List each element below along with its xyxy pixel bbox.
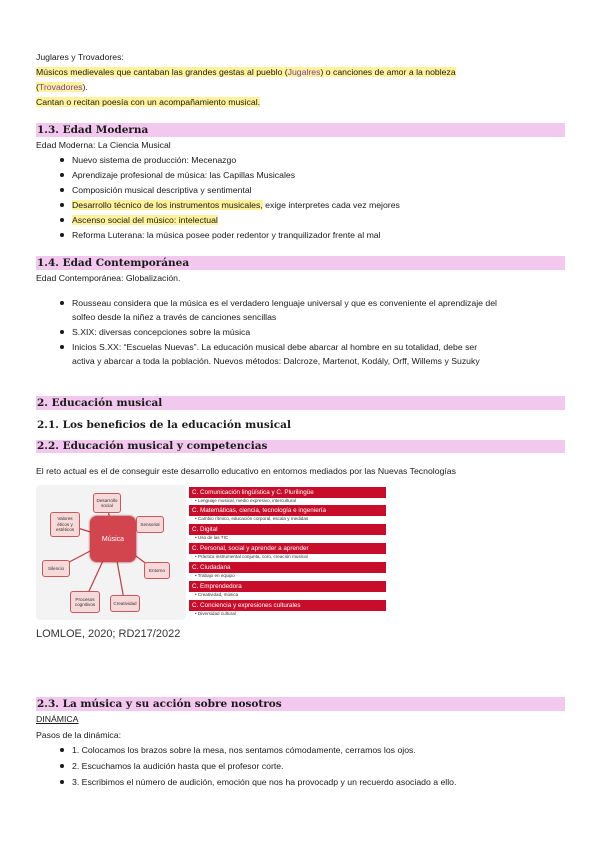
heading-educacion-musical: 2. Educación musical	[37, 397, 163, 409]
reto-paragraph: El reto actual es el de conseguir este desarrollo educativo en entornos mediados por las Nuevas Tecnologías	[36, 466, 456, 476]
step-2: 2. Escuchamos la audición hasta que el profesor corte.	[72, 761, 284, 771]
bullet	[60, 345, 64, 349]
juglares-title: Juglares y Trovadores:	[36, 52, 124, 62]
contemporanea-item-3-line-1: Inicios S.XX: “Escuelas Nuevas”. La educación musical debe abarcar al hombre en su totalidad, debe ser	[72, 342, 478, 352]
competencia-title-6: C. Emprendedora	[189, 581, 386, 592]
bullet	[60, 764, 64, 768]
bullet	[60, 173, 64, 177]
competencia-title-3: C. Digital	[189, 524, 386, 535]
bullet	[60, 203, 64, 207]
heading-beneficios: 2.1. Los beneficios de la educación musical	[37, 419, 291, 431]
step-1: 1. Colocamos los brazos sobre la mesa, nos sentamos cómodamente, cerramos los ojos.	[72, 745, 416, 755]
heading-edad-contemporanea: 1.4. Edad Contemporánea	[37, 257, 190, 269]
contemporanea-item-2: S.XIX: diversas concepciones sobre la música	[72, 327, 251, 337]
node-entorno: Entorno	[144, 562, 170, 579]
competencia-title-2: C. Matemáticas, ciencia, tecnología e ingeniería	[189, 505, 386, 516]
dinamica-label: DINÁMICA	[36, 714, 79, 724]
contemporanea-item-3-line-2: activa y abarcar a toda la población. Nuevos métodos: Dalcroze, Martenot, Kodály, Orff, Willems y Suzuky	[72, 356, 480, 366]
juglares-line-1: Músicos medievales que cantaban las grandes gestas al pueblo (Jugalres) o canciones de amor a la nobleza	[36, 67, 456, 77]
moderna-item-4: Desarrollo técnico de los instrumentos musicales, exige interpretes cada vez mejores	[72, 200, 400, 210]
juglares-line-3: Cantan o recitan poesía con un acompañamiento musical.	[36, 97, 261, 107]
reference-lomloe: LOMLOE, 2020; RD217/2022	[36, 628, 181, 640]
competencia-desc-4: • Práctica instrumental conjunta, coro, creación musical	[195, 554, 308, 559]
juglares-line-2: (Trovadores).	[36, 82, 88, 92]
moderna-item-2: Aprendizaje profesional de música: las Capillas Musicales	[72, 170, 296, 180]
bullet	[60, 301, 64, 305]
bullet	[60, 233, 64, 237]
contemporanea-item-1-line-1: Rousseau considera que la música es el verdadero lenguaje universal y que es conveniente el aprendizaje del	[72, 298, 497, 308]
heading-competencias: 2.2. Educación musical y competencias	[37, 440, 268, 452]
competencia-desc-2: • Cambio rítmico, educación corporal, escala y medidas	[195, 516, 309, 521]
competencia-title-1: C. Comunicación lingüística y C. Plurilingüe	[189, 487, 386, 498]
moderna-item-5: Ascenso social del músico: intelectual	[72, 215, 218, 225]
node-procesos-cognitivos: Procesos cognitivos	[70, 591, 100, 613]
competencia-desc-3: • Uso de las TIC	[195, 535, 229, 540]
bullet	[60, 780, 64, 784]
jugalres-term: Jugalres	[287, 67, 321, 77]
bullet	[60, 158, 64, 162]
node-sensorial: Sensorial	[136, 516, 164, 533]
bullet	[60, 218, 64, 222]
heading-accion: 2.3. La música y su acción sobre nosotros	[37, 698, 282, 710]
pasos-label: Pasos de la dinámica:	[36, 730, 121, 740]
bullet	[60, 748, 64, 752]
node-valores: Valores éticos y estéticos	[50, 512, 80, 537]
competencia-desc-7: • Diversidad cultural	[195, 611, 236, 616]
moderna-item-6: Reforma Luterana: la música posee poder redentor y tranquilizador frente al mal	[72, 230, 381, 240]
competencia-title-5: C. Ciudadana	[189, 562, 386, 573]
moderna-item-1: Nuevo sistema de producción: Mecenazgo	[72, 155, 237, 165]
competencia-title-4: C. Personal, social y aprender a aprender	[189, 543, 386, 554]
node-desarrollo-social: Desarrollo social	[93, 493, 121, 513]
heading-edad-moderna: 1.3. Edad Moderna	[37, 124, 149, 136]
node-creatividad: Creatividad	[110, 595, 140, 612]
contemporanea-subtitle: Edad Contemporánea: Globalización.	[36, 273, 181, 283]
musica-center-node: Música	[90, 516, 136, 562]
moderna-item-3: Composición musical descriptiva y sentimental	[72, 185, 252, 195]
bullet	[60, 188, 64, 192]
moderna-subtitle: Edad Moderna: La Ciencia Musical	[36, 140, 171, 150]
trovadores-term: Trovadores	[38, 82, 83, 92]
competencia-desc-1: • Lenguaje musical, medio expresivo, intercultural	[195, 498, 296, 503]
step-3: 3. Escribimos el número de audición, emoción que nos ha provocadp y un recuerdo asociado a ello.	[72, 777, 457, 787]
contemporanea-item-1-line-2: solfeo desde la niñez a través de canciones sencillas	[72, 312, 277, 322]
competencia-desc-5: • Trabajo en equipo	[195, 573, 235, 578]
competencia-desc-6: • Creatividad, música	[195, 592, 239, 597]
node-silencio: Silencio	[42, 560, 70, 577]
competencia-title-7: C. Conciencia y expresiones culturales	[189, 600, 386, 611]
bullet	[60, 330, 64, 334]
